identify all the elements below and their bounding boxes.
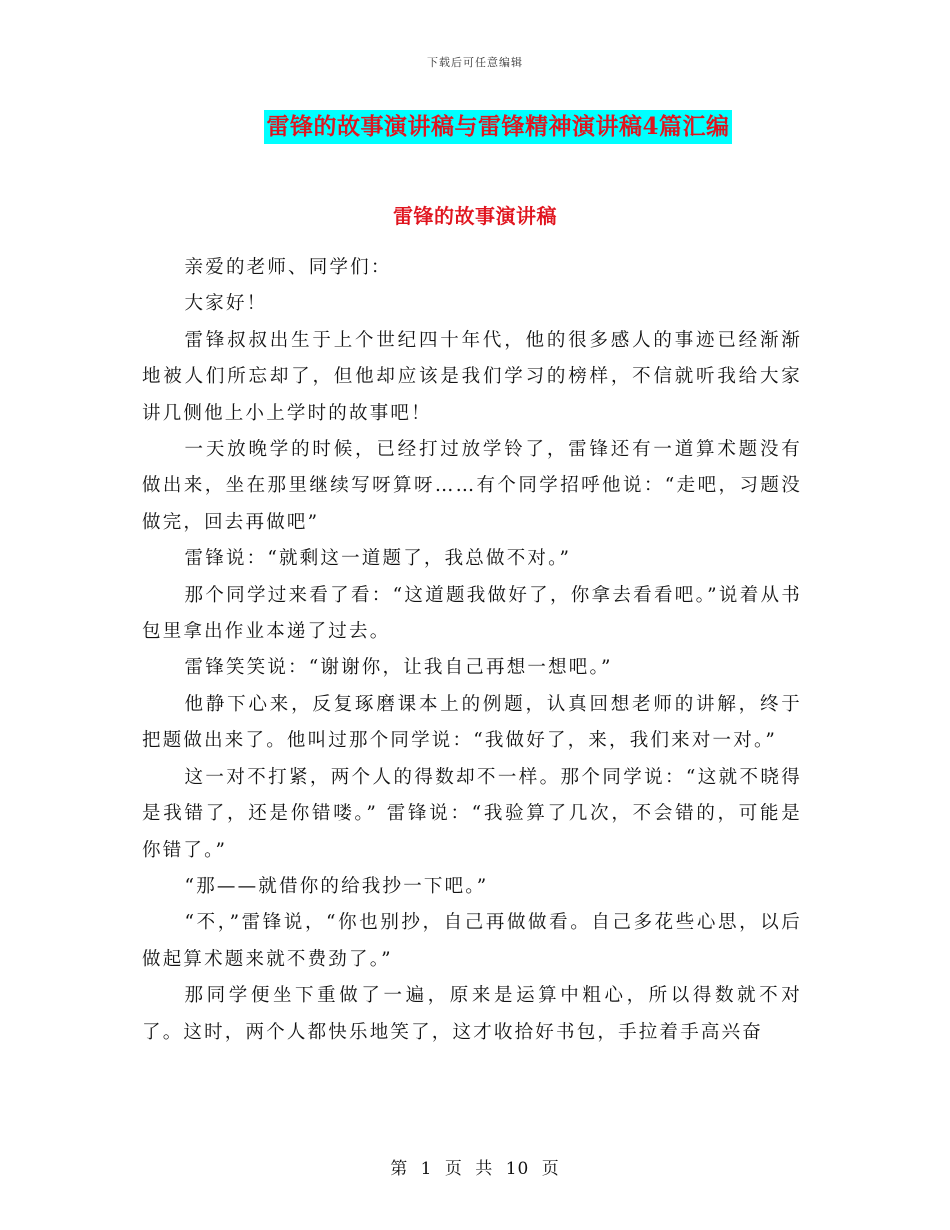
paragraph: 那个同学过来看了看：“这道题我做好了，你拿去看看吧。”说着从书包里拿出作业本递了过去。 [142, 584, 802, 643]
body-text [142, 250, 802, 1051]
page-footer: 第 1 页 共 10 页 [390, 1159, 560, 1179]
paragraph: “不，”雷锋说，“你也别抄，自己再做做看。自己多花些心思，以后做起算术题来就不费劲了。” [142, 912, 802, 970]
main-title-wrap [0, 110, 950, 144]
section-title: 雷锋的故事演讲稿 [393, 204, 557, 228]
paragraph: 亲爱的老师、同学们： [184, 257, 392, 278]
paragraph: 那同学便坐下重做了一遍，原来是运算中粗心，所以得数就不对了。这时，两个人都快乐地笑了，这才收拾好书包，手拉着手高兴奋 [142, 985, 802, 1043]
paragraph: 雷锋叔叔出生于上个世纪四十年代，他的很多感人的事迹已经渐渐地被人们所忘却了，但他却应该是我们学习的榜样，不信就听我给大家讲几侧他上小上学时的故事吧！ [142, 329, 802, 424]
paragraph: 他静下心来，反复琢磨课本上的例题，认真回想老师的讲解，终于把题做出来了。他叫过那个同学说：“我做好了，来，我们来对一对。” [142, 693, 802, 752]
paragraph: 一天放晚学的时候，已经打过放学铃了，雷锋还有一道算术题没有做出来，坐在那里继续写呀算呀……有个同学招呼他说：“走吧，习题没做完，回去再做吧” [142, 439, 802, 533]
paragraph: 大家好！ [184, 293, 268, 315]
paragraph: 雷锋说：“就剩这一道题了，我总做不对。” [184, 548, 572, 570]
header-note: 下载后可任意编辑 [427, 56, 523, 69]
paragraph: “那——就借你的给我抄一下吧。” [184, 875, 489, 897]
paragraph: 这一对不打紧，两个人的得数却不一样。那个同学说：“这就不晓得是我错了，还是你错喽。” 雷锋说：“我验算了几次，不会错的，可能是你错了。” [142, 766, 802, 861]
main-title: 雷锋的故事演讲稿与雷锋精神演讲稿4篇汇编 [264, 110, 731, 144]
paragraph: 雷锋笑笑说：“谢谢你，让我自己再想一想吧。” [184, 657, 613, 679]
